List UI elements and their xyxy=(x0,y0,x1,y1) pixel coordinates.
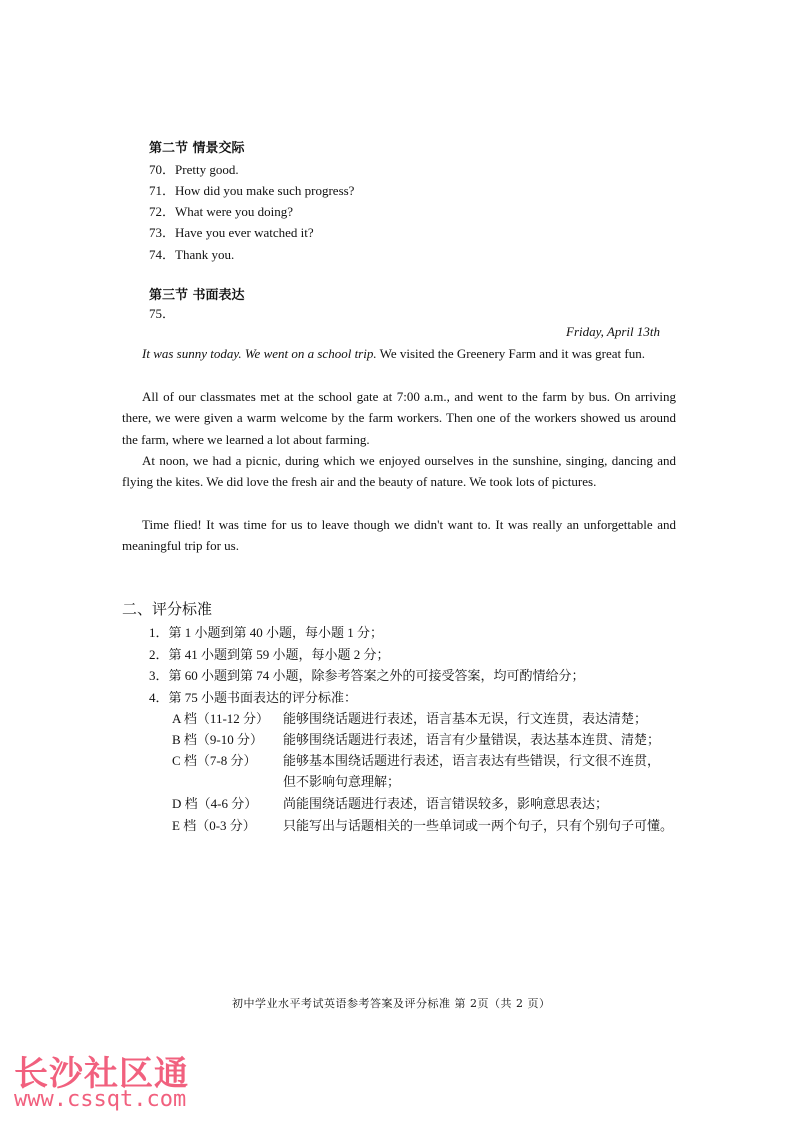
grade-description: 能够基本围绕话题进行表述，语言表达有些错误，行文很不连贯， xyxy=(283,753,661,768)
essay-date: Friday, April 13th xyxy=(566,324,661,339)
essay-number: 75． xyxy=(149,306,176,321)
grade-label: E 档（0-3 分） xyxy=(172,818,256,833)
grade-description-cont: 但不影响句意理解； xyxy=(283,774,401,789)
grade-description: 能够围绕话题进行表述，语言有少量错误，表达基本连贯、清楚； xyxy=(283,732,661,747)
criteria-heading: 二、评分标准 xyxy=(122,600,213,618)
essay-paragraph: All of our classmates met at the school gate at 7:00 a.m., and went to the farm by bus. On arriving there, we were given a warm welcome by the farm workers. Then one of the workers showed us around the farm, where we learned a lot about farming. xyxy=(122,389,676,447)
criteria-item: 4．第 75 小题书面表达的评分标准： xyxy=(149,690,358,705)
section-heading-writing: 第三节 书面表达 xyxy=(149,288,245,303)
grade-description: 尚能围绕话题进行表述，语言错误较多，影响意思表达； xyxy=(283,796,609,811)
essay-paragraph: At noon, we had a picnic, during which we enjoyed ourselves in the sunshine, singing, dancing and flying the kites. We did love the fresh air and the beauty of nature. We took lots of pictures. xyxy=(122,453,676,490)
answer-item: 70．Pretty good. xyxy=(149,162,239,177)
grade-label: A 档（11-12 分） xyxy=(172,711,270,726)
grade-label: C 档（7-8 分） xyxy=(172,753,257,768)
criteria-item: 3．第 60 小题到第 74 小题，除参考答案之外的可接受答案，均可酌情给分； xyxy=(149,668,585,683)
essay-paragraph: Time flied! It was time for us to leave though we didn't want to. It was really an unforgettable and meaningful trip for us. xyxy=(122,517,676,554)
grade-label: D 档（4-6 分） xyxy=(172,796,258,811)
answer-item: 72．What were you doing? xyxy=(149,204,294,219)
grade-description: 能够围绕话题进行表述，语言基本无误，行文连贯，表达清楚； xyxy=(283,711,648,726)
watermark-logo: 长沙社区通 xyxy=(14,1054,189,1094)
essay-paragraph: It was sunny today. We went on a school trip. We visited the Greenery Farm and it was great fun. xyxy=(142,346,645,361)
essay-opening-italic: It was sunny today. We went on a school trip. xyxy=(142,346,377,361)
criteria-item: 2．第 41 小题到第 59 小题，每小题 2 分； xyxy=(149,647,390,662)
grade-label: B 档（9-10 分） xyxy=(172,732,264,747)
grade-description: 只能写出与话题相关的一些单词或一两个句子，只有个别句子可懂。 xyxy=(283,818,674,833)
page-footer: 初中学业水平考试英语参考答案及评分标准 第 2页（共 2 页） xyxy=(232,997,551,1010)
watermark-url[interactable]: www.cssqt.com xyxy=(14,1087,187,1112)
answer-item: 71．How did you make such progress? xyxy=(149,183,355,198)
criteria-item: 1．第 1 小题到第 40 小题，每小题 1 分； xyxy=(149,625,384,640)
answer-item: 73．Have you ever watched it? xyxy=(149,225,314,240)
section-heading-situational: 第二节 情景交际 xyxy=(149,141,245,156)
answer-item: 74．Thank you. xyxy=(149,247,235,262)
